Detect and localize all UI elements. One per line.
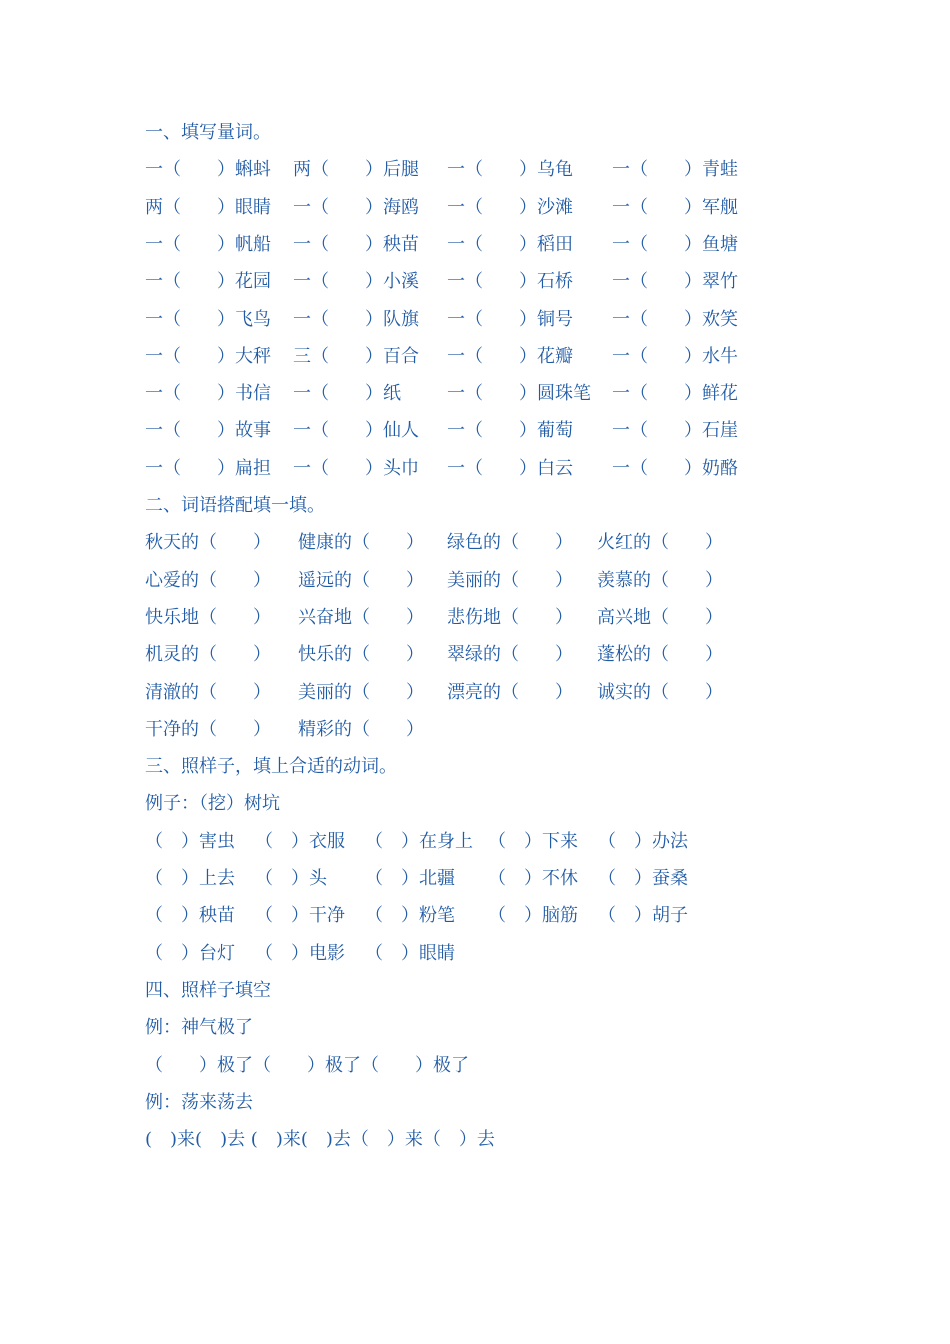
blank-item: 一（ ）故事 (145, 420, 271, 442)
blank-item: 心爱的（ ） (145, 569, 271, 591)
blank-item: 机灵的（ ） (145, 644, 271, 666)
blank-item: 美丽的（ ） (298, 681, 424, 703)
blank-item: 一（ ）军舰 (612, 196, 738, 218)
blank-item: （ ）脑筋 (488, 905, 578, 927)
blank-item: 一（ ）书信 (145, 383, 271, 405)
blank-item: 一（ ）石崖 (612, 420, 738, 442)
blank-item: 火红的（ ） (597, 532, 723, 554)
blank-item: 一（ ）青蛙 (612, 159, 738, 181)
blank-item: 蓬松的（ ） (597, 644, 723, 666)
blank-item: 快乐的（ ） (298, 644, 424, 666)
blank-item: 一（ ）翠竹 (612, 271, 738, 293)
blank-item: 一（ ）欢笑 (612, 308, 738, 330)
blank-item: （ ）下来 (488, 830, 578, 852)
blank-item: 秋天的（ ） (145, 532, 271, 554)
blank-item: 三（ ）百合 (293, 345, 419, 367)
blank-item: 一（ ）葡萄 (447, 420, 573, 442)
blank-item: 一（ ）扁担 (145, 457, 271, 479)
blank-item: （ ）胡子 (598, 905, 688, 927)
blank-item: 一（ ）小溪 (293, 271, 419, 293)
blank-item: 美丽的（ ） (447, 569, 573, 591)
blank-item: （ ）干净 (255, 905, 345, 927)
section-2-title: 二、词语搭配填一填。 (145, 495, 325, 516)
blank-item: 羡慕的（ ） (597, 569, 723, 591)
blank-item: 一（ ）铜号 (447, 308, 573, 330)
blank-item: （ ）粉笔 (365, 905, 455, 927)
blank-item: 一（ ）稻田 (447, 233, 573, 255)
blank-item: 诚实的（ ） (597, 681, 723, 703)
blank-item: （ ）台灯 (145, 942, 235, 964)
blank-item: （ ）害虫 (145, 830, 235, 852)
blank-item: 一（ ）奶酪 (612, 457, 738, 479)
blank-item: 悲伤地（ ） (447, 606, 573, 628)
blank-item: 一（ ）花园 (145, 271, 271, 293)
blank-item: （ ）头 (255, 868, 327, 889)
section-3-example: 例子：（挖）树坑 (145, 793, 280, 815)
blank-item: 一（ ）花瓣 (447, 345, 573, 367)
section-4-example-1: 例：神气极了 (145, 1017, 253, 1039)
blank-item: 一（ ）秧苗 (293, 233, 419, 255)
section-4-fill-2: ( )来( )去 ( )来( )去（ ）来（ ）去 (145, 1129, 495, 1151)
blank-item: 一（ ）队旗 (293, 308, 419, 330)
blank-item: 高兴地（ ） (597, 606, 723, 628)
blank-item: （ ）办法 (598, 830, 688, 852)
blank-item: 一（ ）蝌蚪 (145, 159, 271, 181)
blank-item: 一（ ）飞鸟 (145, 308, 271, 330)
blank-item: 绿色的（ ） (447, 532, 573, 554)
section-4-title: 四、照样子填空 (145, 979, 271, 1001)
blank-item: 两（ ）眼睛 (145, 196, 271, 218)
blank-item: （ ）衣服 (255, 830, 345, 852)
blank-item: 一（ ）仙人 (293, 420, 419, 442)
section-3-title: 三、照样子，填上合适的动词。 (145, 756, 397, 778)
blank-item: 一（ ）纸 (293, 383, 401, 405)
blank-item: （ ）在身上 (365, 830, 473, 852)
blank-item: 健康的（ ） (298, 532, 424, 554)
blank-item: 漂亮的（ ） (447, 681, 573, 703)
blank-item: （ ）电影 (255, 942, 345, 964)
blank-item: 精彩的（ ） (298, 718, 424, 740)
blank-item: （ ）秧苗 (145, 905, 235, 927)
blank-item: 一（ ）水牛 (612, 345, 738, 367)
blank-item: 一（ ）沙滩 (447, 196, 573, 218)
blank-item: 遥远的（ ） (298, 569, 424, 591)
blank-item: 一（ ）鱼塘 (612, 233, 738, 255)
blank-item: （ ）不休 (488, 868, 578, 889)
blank-item: 清澈的（ ） (145, 681, 271, 703)
section-4-example-2: 例：荡来荡去 (145, 1091, 253, 1113)
blank-item: （ ）蚕桑 (598, 868, 688, 889)
blank-item: 干净的（ ） (145, 718, 271, 740)
blank-item: （ ）眼睛 (365, 942, 455, 964)
blank-item: 一（ ）头巾 (293, 457, 419, 479)
blank-item: 一（ ）帆船 (145, 233, 271, 255)
section-4-fill-1: （ ）极了（ ）极了（ ）极了 (145, 1054, 469, 1076)
blank-item: 翠绿的（ ） (447, 644, 573, 666)
blank-item: 一（ ）圆珠笔 (447, 383, 591, 405)
blank-item: 快乐地（ ） (145, 606, 271, 628)
blank-item: 一（ ）乌龟 (447, 159, 573, 181)
blank-item: 一（ ）大秤 (145, 345, 271, 367)
blank-item: 两（ ）后腿 (293, 159, 419, 181)
blank-item: 兴奋地（ ） (298, 606, 424, 628)
blank-item: （ ）上去 (145, 868, 235, 889)
blank-item: 一（ ）鲜花 (612, 383, 738, 405)
blank-item: 一（ ）石桥 (447, 271, 573, 293)
blank-item: （ ）北疆 (365, 868, 455, 889)
blank-item: 一（ ）海鸥 (293, 196, 419, 218)
section-1-title: 一、填写量词。 (145, 122, 271, 143)
blank-item: 一（ ）白云 (447, 457, 573, 479)
